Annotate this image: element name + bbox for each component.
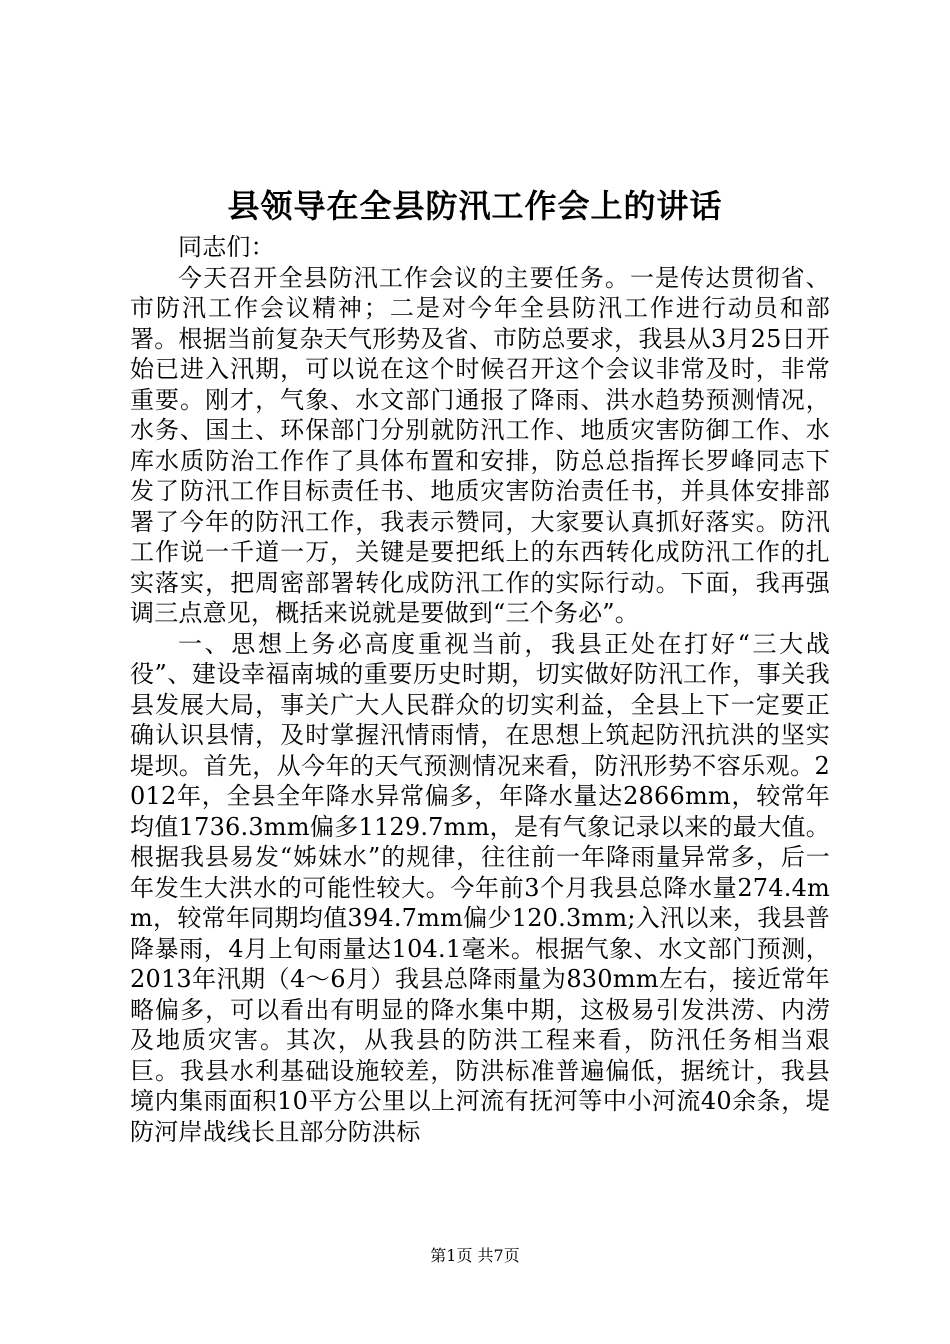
document-title: 县领导在全县防汛工作会上的讲话 bbox=[227, 187, 723, 225]
paragraph-point-one: 一、思想上务必高度重视当前，我县正处在打好“三大战役”、建设幸福南城的重要历史时期，切实做好防汛工作，事关我县发展大局，事关广大人民群众的切实利益，全县上下一定要正确认识县情，及时掌握汛情雨情，在思想上筑起防汛抗洪的坚实堤坝。首先，从今年的天气预测情况来看，防汛形势不容乐观。2012年，全县全年降水异常偏多，年降水量达2866mm，较常年均值1736.3mm偏多1129.7mm，是有气象记录以来的最大值。根据我县易发“姊妹水”的规律，往往前一年降雨量异常多，后一年发生大洪水的可能性较大。今年前3个月我县总降水量274.4mm，较常年同期均值394.7mm偏少120.3mm;入汛以来，我县普降暴雨，4月上旬雨量达104.1毫米。根据气象、水文部门预测，2013年汛期（4～6月）我县总降雨量为830mm左右，接近常年略偏多，可以看出有明显的降水集中期，这极易引发洪涝、内涝及地质灾害。其次，从我县的防洪工程来看，防汛任务相当艰巨。我县水利基础设施较差，防洪标准普遍偏低，据统计，我县境内集雨面积10平方公里以上河流有抚河等中小河流40余条，堤防河岸战线长且部分防洪标 bbox=[130, 629, 830, 1146]
page-number-footer: 第1页 共7页 bbox=[430, 1246, 520, 1265]
document-body bbox=[130, 232, 830, 1147]
salutation: 同志们： bbox=[178, 233, 275, 261]
paragraph-intro: 今天召开全县防汛工作会议的主要任务。一是传达贯彻省、市防汛工作会议精神；二是对今年全县防汛工作进行动员和部署。根据当前复杂天气形势及省、市防总要求，我县从3月25日开始已进入汛期，可以说在这个时候召开这个会议非常及时，非常重要。刚才，气象、水文部门通报了降雨、洪水趋势预测情况，水务、国土、环保部门分别就防汛工作、地质灾害防御工作、水库水质防治工作作了具体布置和安排，防总总指挥长罗峰同志下发了防汛工作目标责任书、地质灾害防治责任书，并具体安排部署了今年的防汛工作，我表示赞同，大家要认真抓好落实。防汛工作说一千道一万，关键是要把纸上的东西转化成防汛工作的扎实落实，把周密部署转化成防汛工作的实际行动。下面，我再强调三点意见，概括来说就是要做到“三个务必”。 bbox=[130, 263, 830, 627]
